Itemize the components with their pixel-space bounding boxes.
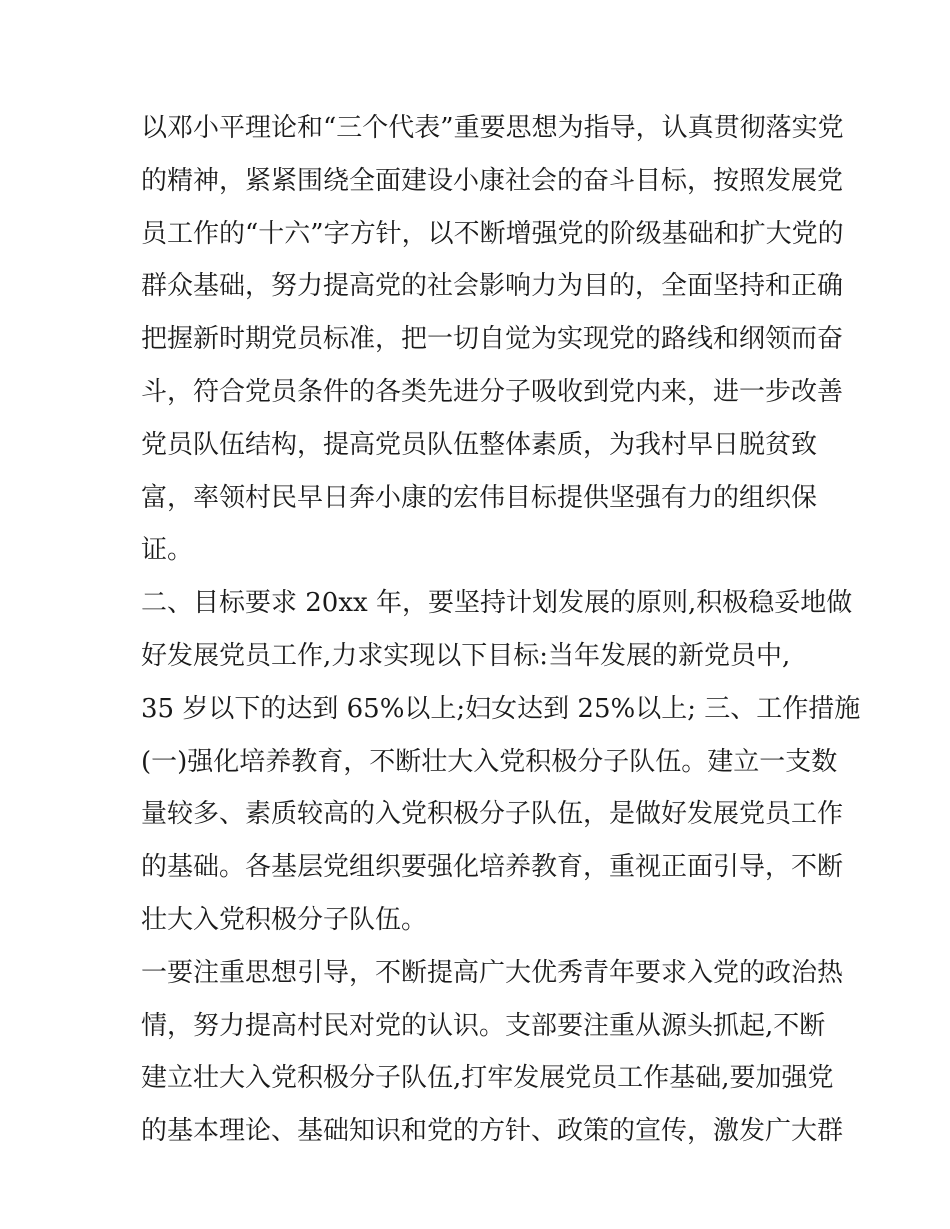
text-line: 建立壮大入党积极分子队伍,打牢发展党员工作基础,要加强党 <box>141 1063 834 1094</box>
text-line: 斗，符合党员条件的各类先进分子吸收到党内来，进一步改善 <box>141 376 844 407</box>
text-line: 员工作的“十六”字方针，以不断增强党的阶级基础和扩大党的 <box>141 218 844 249</box>
text-line: 二、目标要求 20xx 年，要坚持计划发展的原则,积极稳妥地做 <box>141 588 853 619</box>
text-line: 的基本理论、基础知识和党的方针、政策的宣传，激发广大群 <box>141 1116 844 1147</box>
text-line: 35 岁以下的达到 65%以上;妇女达到 25%以上; 三、工作措施 <box>141 693 861 724</box>
text-line: (一)强化培养教育，不断壮大入党积极分子队伍。建立一支数 <box>141 746 838 777</box>
text-line: 好发展党员工作,力求实现以下目标:当年发展的新党员中, <box>141 640 791 671</box>
text-line: 以邓小平理论和“三个代表”重要思想为指导，认真贯彻落实党 <box>141 113 844 143</box>
text-line: 量较多、素质较高的入党积极分子队伍，是做好发展党员工作 <box>141 799 844 830</box>
text-line: 壮大入党积极分子队伍。 <box>141 904 428 935</box>
text-line: 群众基础，努力提高党的社会影响力为目的，全面坚持和正确 <box>141 271 844 302</box>
text-line: 证。 <box>141 535 194 566</box>
text-line: 一要注重思想引导，不断提高广大优秀青年要求入党的政治热 <box>141 957 844 988</box>
text-line: 情，努力提高村民对党的认识。支部要注重从源头抓起,不断 <box>141 1010 826 1041</box>
body-text <box>141 102 861 1158</box>
text-line: 的基础。各基层党组织要强化培养教育，重视正面引导，不断 <box>141 852 844 883</box>
text-line: 富，率领村民早日奔小康的宏伟目标提供坚强有力的组织保 <box>141 482 818 513</box>
text-line: 把握新时期党员标准，把一切自觉为实现党的路线和纲领而奋 <box>141 324 844 355</box>
text-line: 的精神，紧紧围绕全面建设小康社会的奋斗目标，按照发展党 <box>141 165 844 196</box>
text-line: 党员队伍结构，提高党员队伍整体素质，为我村早日脱贫致 <box>141 429 818 460</box>
